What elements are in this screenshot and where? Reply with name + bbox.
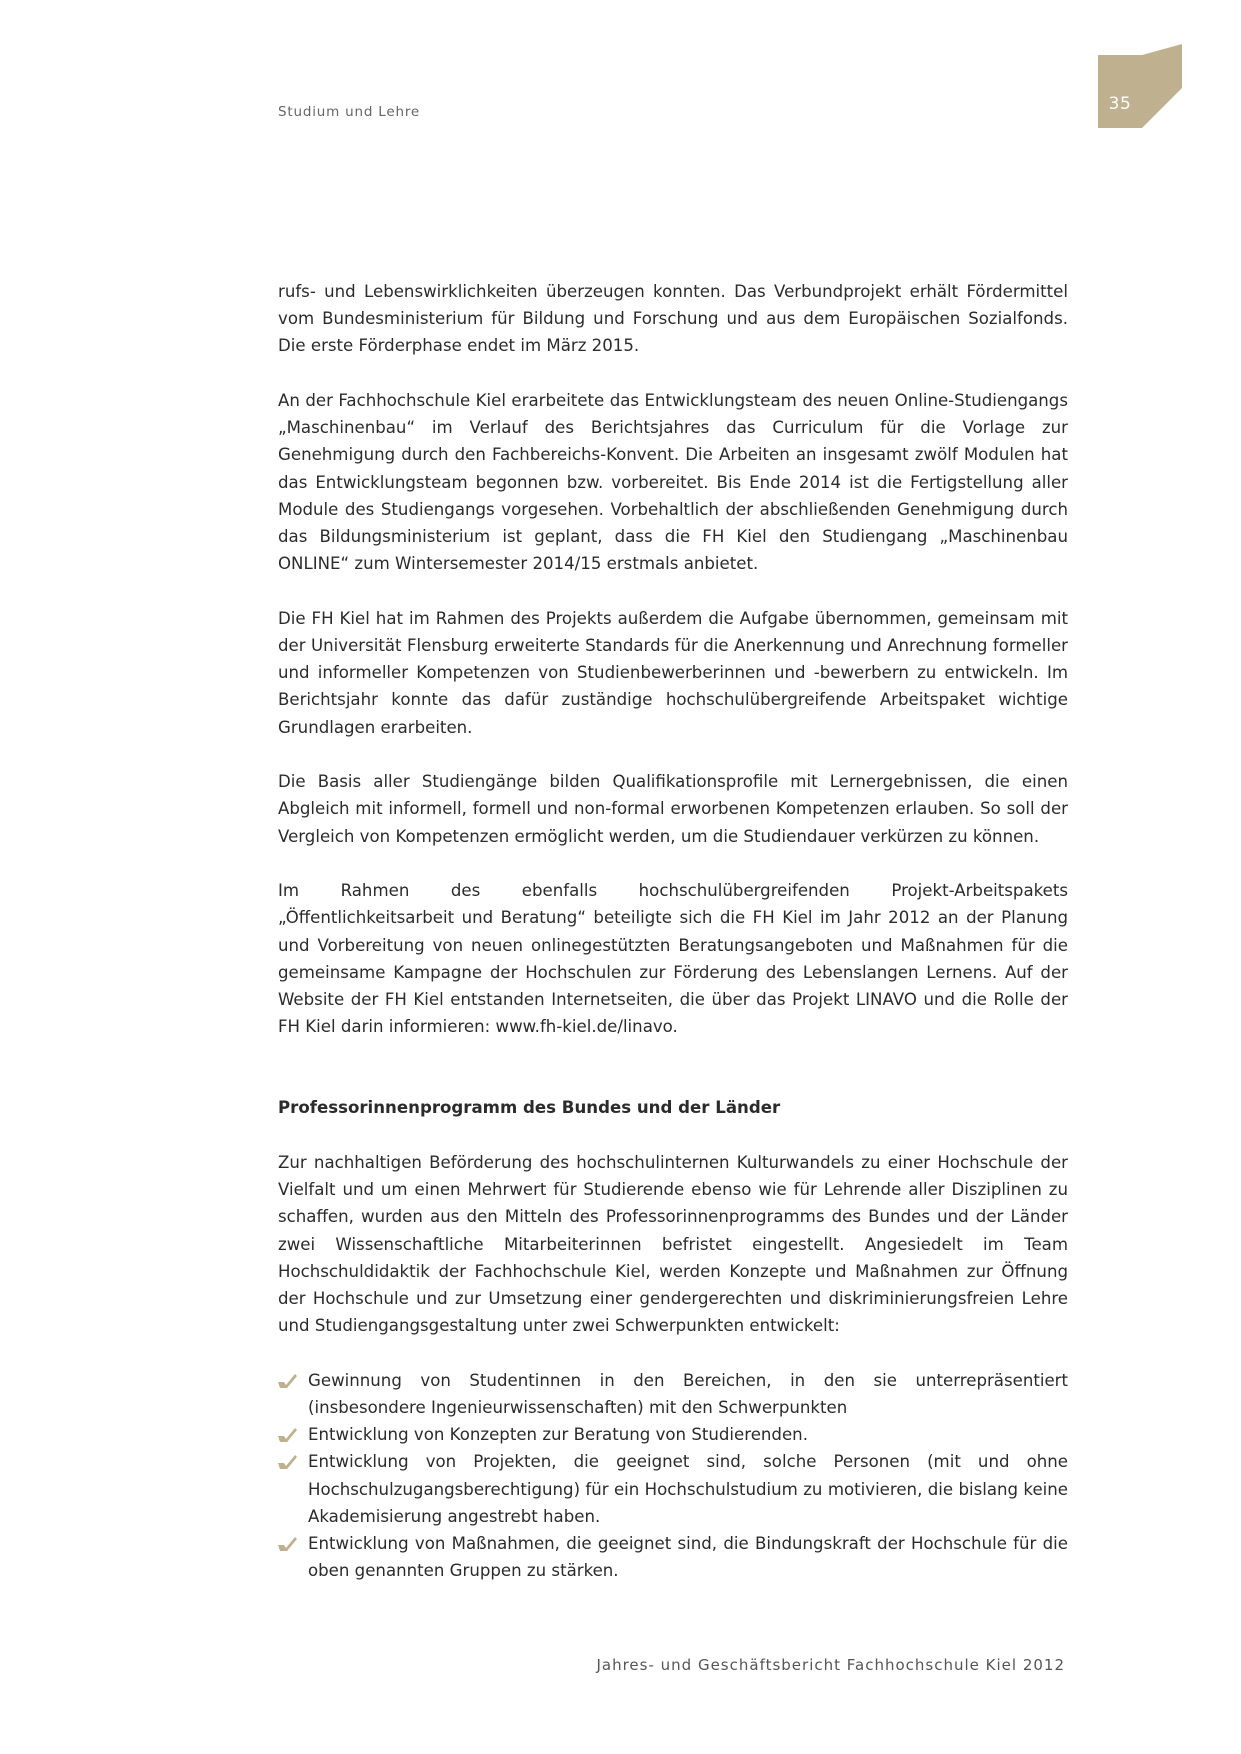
checkmark-icon bbox=[278, 1536, 297, 1552]
page-corner-tab bbox=[1098, 44, 1182, 128]
bullet-text: Entwicklung von Maßnahmen, die geeignet sind, die Bindungskraft der Hochschule für die oben genannten Gruppen zu stärken. bbox=[308, 1534, 1068, 1581]
bullet-item bbox=[278, 1530, 1068, 1584]
bullet-item bbox=[278, 1367, 1068, 1421]
footer-report-title: Jahres- und Geschäftsbericht Fachhochschule Kiel 2012 bbox=[596, 1656, 1065, 1674]
paragraph-3: Die FH Kiel hat im Rahmen des Projekts außerdem die Aufgabe übernommen, gemeinsam mit der Universität Flensburg erweiterte Standards für die Anerkennung und Anrechnung formeller und informeller Kompetenzen von Studienbewerberinnen und -bewerbern zu entwickeln. Im Berichtsjahr konnte das dafür zuständige hochschulübergreifende Arbeitspaket wichtige Grundlagen erarbeiten. bbox=[278, 608, 1068, 737]
paragraph-1: rufs- und Lebenswirklichkeiten überzeugen konnten. Das Verbundprojekt erhält Fördermittel vom Bundesministerium für Bildung und Forschung und aus dem Europäischen Sozialfonds. Die erste Förderphase endet im März 2015. bbox=[278, 282, 1068, 356]
paragraph-4: Die Basis aller Studiengänge bilden Qualifikationsprofile mit Lernergebnissen, die einen Abgleich mit informell, formell und non-formal erworbenen Kompetenzen erlauben. So soll der Vergleich von Kompetenzen ermöglicht werden, um die Studiendauer verkürzen zu können. bbox=[278, 772, 1068, 846]
checkmark-icon bbox=[278, 1454, 297, 1470]
checkmark-icon bbox=[278, 1427, 297, 1443]
running-head-section-title: Studium und Lehre bbox=[278, 104, 421, 120]
checkmark-icon bbox=[278, 1373, 297, 1389]
paragraph-2: An der Fachhochschule Kiel erarbeitete das Entwicklungsteam des neuen Online-Studiengangs „Maschinenbau“ im Verlauf des Berichtsjahres das Curriculum für die Vorlage zur Genehmigung durch den Fachbereichs-Konvent. Die Arbeiten an insgesamt zwölf Modulen hat das Entwicklungsteam begonnen bzw. vorbereitet. Bis Ende 2014 ist die Fertigstellung aller Module des Studiengangs vorgesehen. Vorbehaltlich der abschließenden Genehmigung durch das Bildungsministerium ist geplant, dass die FH Kiel den Studiengang „Maschinenbau ONLINE“ zum Wintersemester 2014/15 erstmals anbietet. bbox=[278, 391, 1068, 574]
page-number: 35 bbox=[1108, 94, 1132, 114]
section-heading: Professorinnenprogramm des Bundes und der Länder bbox=[278, 1098, 781, 1118]
bullet-list bbox=[278, 1367, 1068, 1585]
paragraph-5: Im Rahmen des ebenfalls hochschulübergreifenden Projekt-Arbeitspakets „Öffentlichkeitsarbeit und Beratung“ beteiligte sich die FH Kiel im Jahr 2012 an der Planung und Vorbereitung von neuen onlinegestützten Beratungsangeboten und Maßnahmen für die gemeinsame Kampagne der Hochschulen zur Förderung des Lebenslangen Lernens. Auf der Website der FH Kiel entstanden Internetseiten, die über das Projekt LINAVO und die Rolle der FH Kiel darin informieren: www.fh-kiel.de/linavo. bbox=[278, 881, 1068, 1037]
bullet-text: Entwicklung von Konzepten zur Beratung von Studierenden. bbox=[308, 1425, 808, 1445]
bullet-item bbox=[278, 1421, 1068, 1448]
main-content bbox=[278, 278, 1068, 1584]
section-body: Zur nachhaltigen Beförderung des hochschulinternen Kulturwandels zu einer Hochschule der Vielfalt und um einen Mehrwert für Studierende ebenso wie für Lehrende aller Disziplinen zu schaffen, wurden aus den Mitteln des Professorinnenprogramms des Bundes und der Länder zwei Wissenschaftliche Mitarbeiterinnen befristet eingestellt. Angesiedelt im Team Hochschuldidaktik der Fachhochschule Kiel, werden Konzepte und Maßnahmen zur Öffnung der Hochschule und zur Umsetzung einer gendergerechten und diskriminierungsfreien Lehre und Studiengangsgestaltung unter zwei Schwerpunkten entwickelt: bbox=[278, 1153, 1068, 1336]
bullet-item bbox=[278, 1448, 1068, 1530]
bullet-text: Entwicklung von Projekten, die geeignet sind, solche Personen (mit und ohne Hochschulzugangsberechtigung) für ein Hochschulstudium zu motivieren, die bislang keine Akademisierung angestrebt haben. bbox=[308, 1452, 1068, 1526]
bullet-text: Gewinnung von Studentinnen in den Bereichen, in den sie unterrepräsentiert (insbesondere Ingenieurwissenschaften) mit den Schwerpunkten bbox=[308, 1370, 1068, 1418]
